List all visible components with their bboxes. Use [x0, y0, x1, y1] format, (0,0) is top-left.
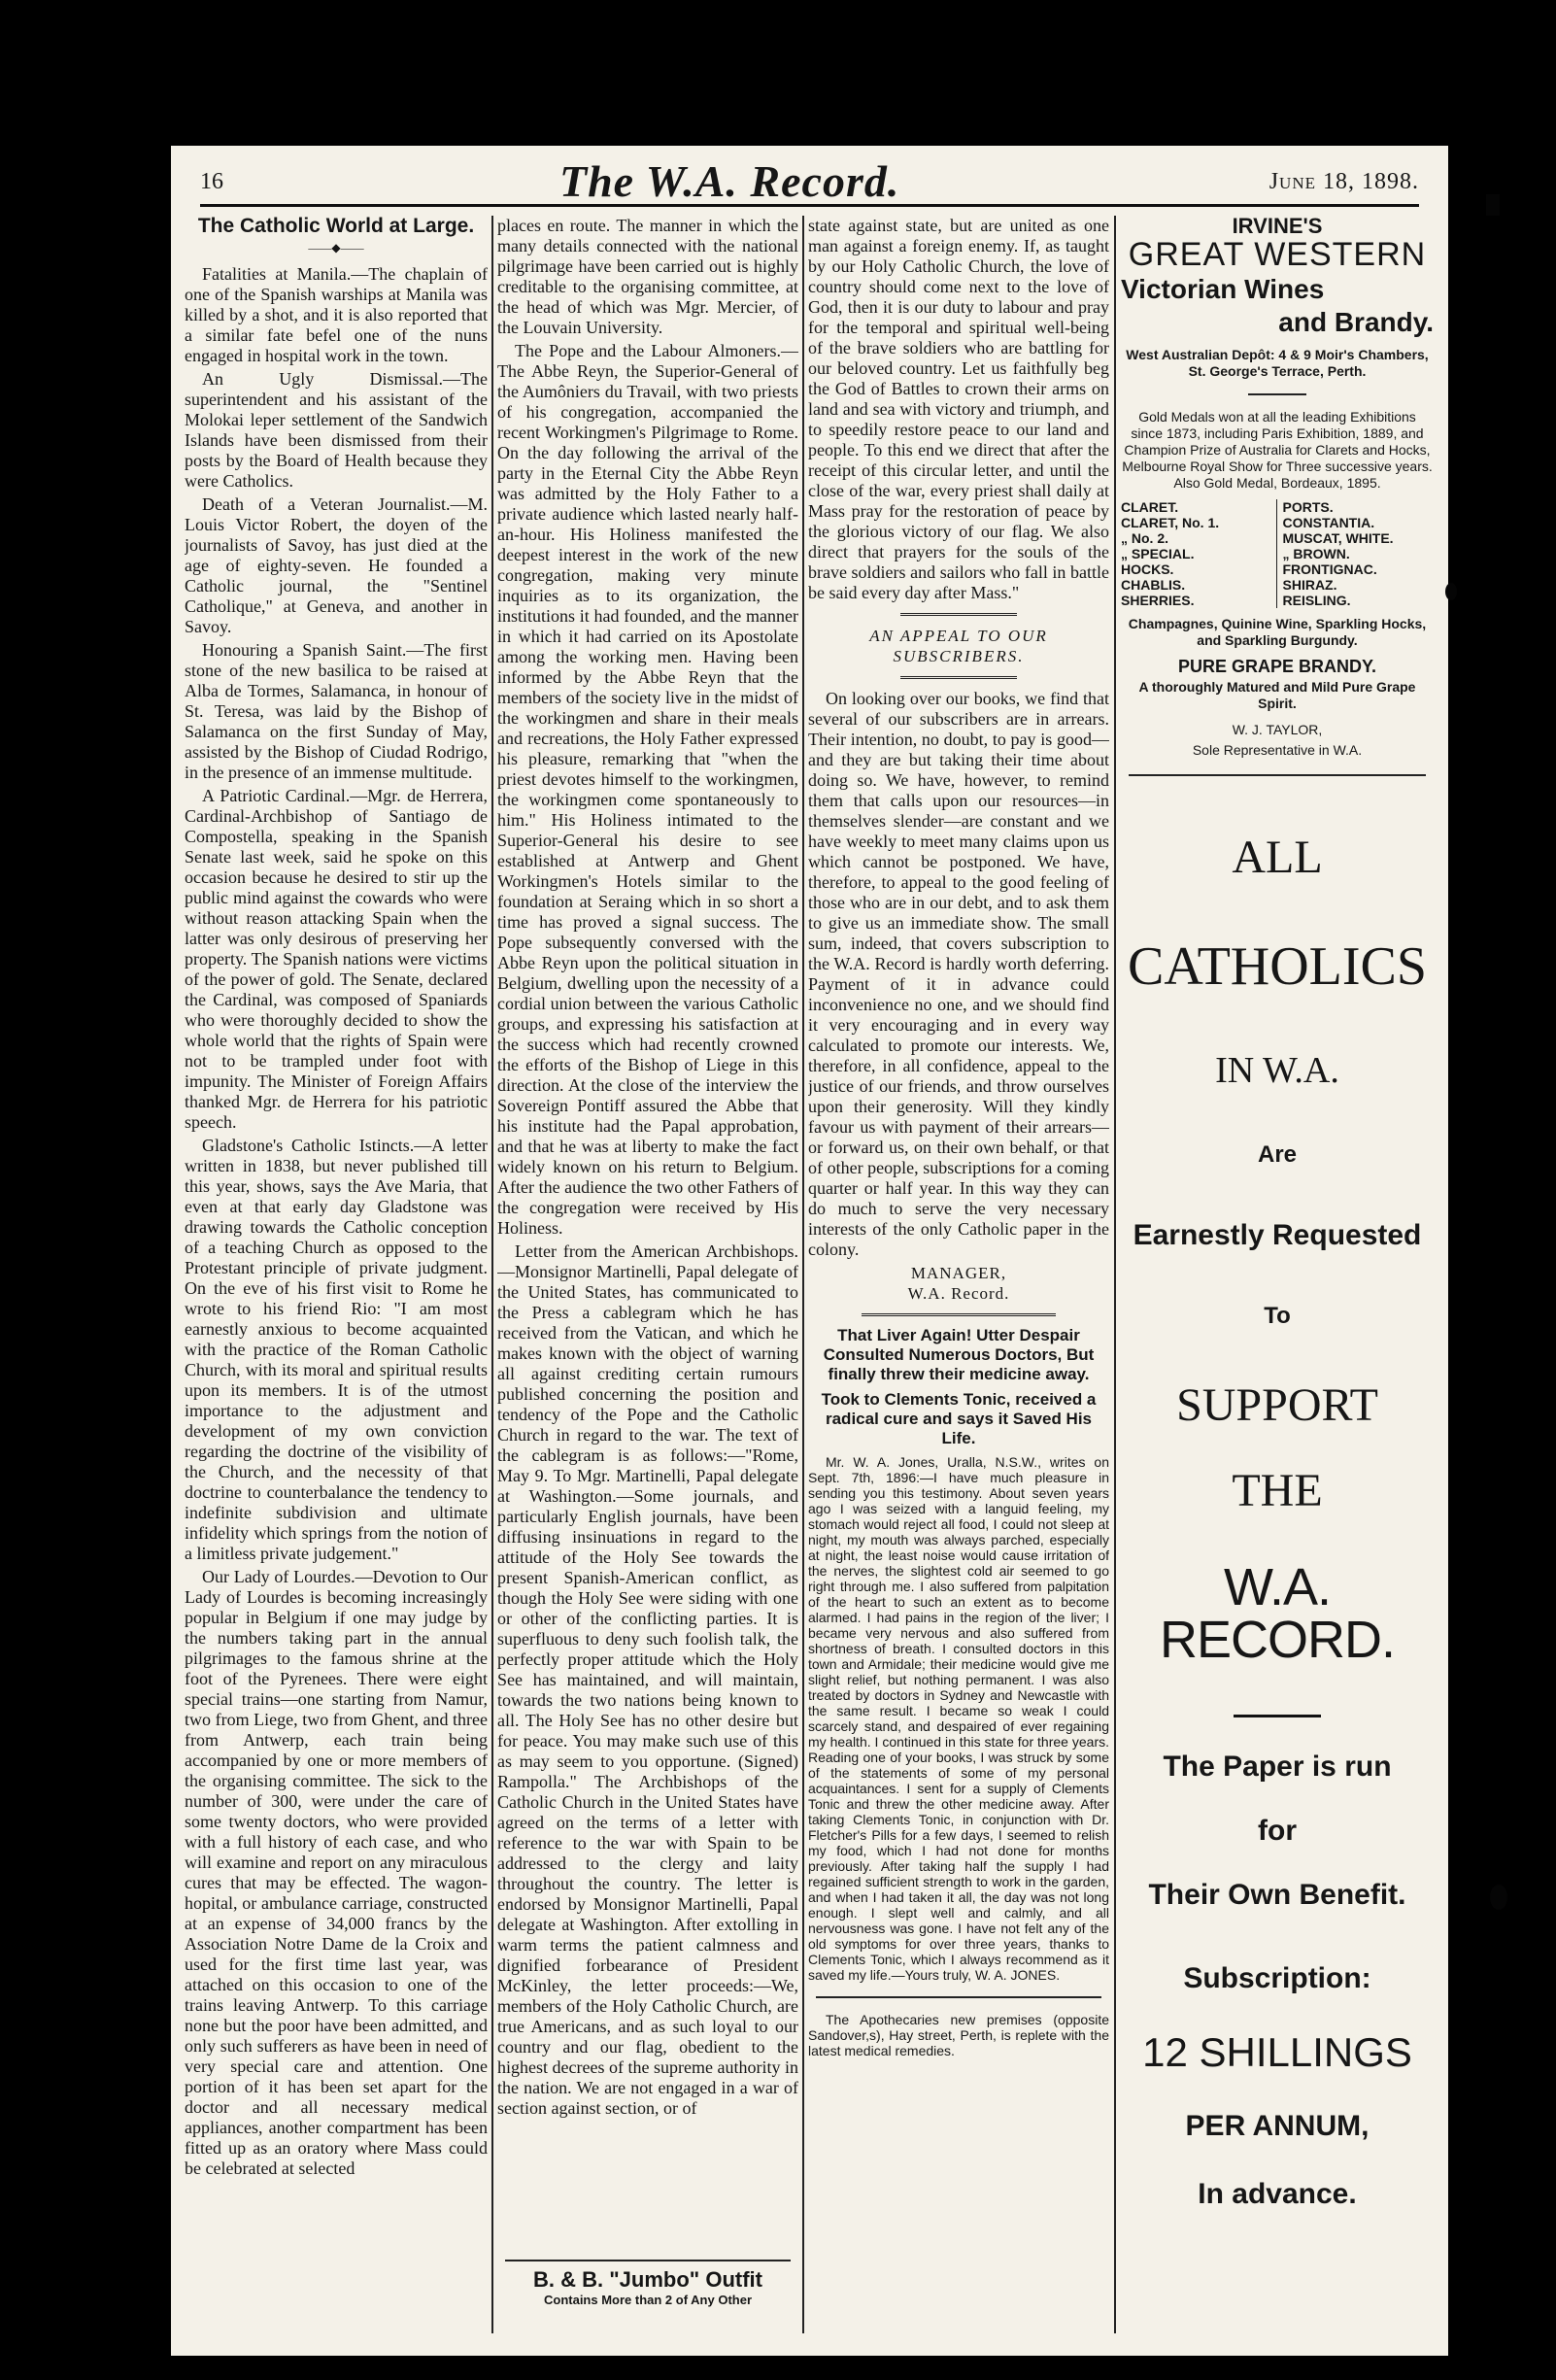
ad-paper-run: The Paper is run	[1163, 1751, 1392, 1783]
article-paragraph: Our Lady of Lourdes.—Devotion to Our Lady of Lourdes is becoming increasingly popular in Belgium if one may judge by the numbers taking part in the annual pilgrimages to the famous shrine at the foot of the Pyrenees. There were eight special trains—one starting from Namur, two from Liege, two from Ghent, and three from Antwerp, each train being accompanied by one or more members of the organising committee. The sick to the number of 300, were under the care of some twenty doctors, who were provided with a full history of each case, and who will examine and report on any miraculous cures that may be effected. The wagon-hopital, or ambulance carriage, constructed at an expense of 34,000 francs by the Association Notre Dame de la Croix and used for the first time last year, was attached on this occasion to one of the trains leaving Antwerp. To this carriage none but the poor have been admitted, and only such sufferers as have been in need of very special care and attention. One portion of it has been set apart for the doctor and all necessary medical appliances, another compartment has been fitted up as an oratory where Mass could be celebrated at selected	[185, 1567, 488, 2178]
ad-are: Are	[1257, 1141, 1298, 1168]
column-divider	[1114, 216, 1116, 2333]
header-rule	[200, 204, 1419, 207]
divider	[505, 2260, 792, 2261]
article-paragraph: A Patriotic Cardinal.—Mgr. de Herrera, Cardinal-Archbishop of Santiago de Compostella, speaking in the Spanish Senate last week, said he spoke on this occasion because he desired to stir up the public mind against the cowards who were without reason attacking Spain when the latter was only desirous of preserving her property. The Spanish nations were victims of the power of gold. The Senate, declared the Cardinal, was composed of Spaniards who were thoroughly decided to show the whole world that the rights of Spain were not to be trampled under foot with impunity. The Minister of Foreign Affairs thanked Mgr. de Herrera for his patriotic speech.	[185, 786, 488, 1132]
appeal-text: On looking over our books, we find that several of our subscribers are in arrears. Their intention, no doubt, to pay is good—and they are but taking their time about doing so. We have, however, to remind them that calls upon our resources—in themselves slender—are constant and we have weekly to meet many claims upon us which cannot be postponed. We have, therefore, to appeal to the good feeling of those who are in our debt, and to ask them to give us an immediate show. The small sum, indeed, that covers subscription to the W.A. Record is hardly worth deferring. Payment of it in advance could inconvenience no one, and we should find it very encouraging and in every way calculated to promote our interests. We, therefore, in all confidence, appeal to the justice of our friends, and throw ourselves upon their generosity. Will they kindly favour us with payment of their arrears—or forward us, on their own behalf, or that of other people, subscriptions for a coming quarter or half year. In this way they can do much to serve the very necessary interests of the only Catholic paper in the colony.	[808, 689, 1109, 1259]
article-paragraph: Fatalities at Manila.—The chaplain of one of the Spanish warships at Manila was killed by a shot, and it is also reported that a similar fate befel one of the nuns engaged in hospital work in the town.	[185, 264, 488, 365]
advert-title: B. & B. "Jumbo" Outfit	[533, 2267, 762, 2292]
column-divider	[802, 216, 804, 2333]
article-paragraph: Gladstone's Catholic Istincts.—A letter written in 1838, but never published till this year, shows, says the Ave Maria, that even at that early day Gladstone was drawing towards the Catholic conception of a teaching Church as opposed to the Protestant principle of private judgment. On the eve of his first visit to Rome he wrote to his friend Rio: "I am most earnestly anxious to become acquainted with the practice of the Roman Catholic Church, with its moral and spiritual results upon its members. It is of the utmost importance to the adjustment and development of my own conviction regarding the doctrine of the visibility of the Church, and the necessity of that doctrine to counterbalance the tendency to indefinite subdivision and ultimate infidelity which springs from the notion of a limitless private judgement."	[185, 1136, 488, 1563]
column-divider	[491, 216, 493, 2333]
ad-in-wa: IN W.A.	[1215, 1050, 1339, 1091]
scan-mark	[1486, 194, 1500, 216]
section-title: The Catholic World at Large.	[197, 216, 475, 237]
ornament: ——◆——	[308, 241, 364, 255]
signature-name: W.A. Record.	[907, 1284, 1010, 1303]
article-paragraph: state against state, but are united as one man against a foreign enemy. If, as taught by our Holy Catholic Church, the love of country should come next to the love of God, then it is our duty to labour and pray for the temporal and spiritual well-being of the brave soldiers who are battling for our beloved country. Let us faithfully beg the God of Battles to crown their arms on land and sea with victory and triumph, and to speedily restore peace to our land and people. To this end we direct that after the receipt of this circular letter, and until the close of the war, every priest shall daily at Mass pray for the restoration of peace by the glorious victory of our flag. We also direct that prayers for the souls of the brave soldiers and sailors who fall in battle be said every day after Mass."	[808, 216, 1109, 602]
wine-item: CLARET, No. 1.	[1121, 515, 1220, 530]
appeal-title: AN APPEAL TO OUR SUBSCRIBERS.	[869, 627, 1048, 665]
advert-subtitle: Contains More than 2 of Any Other	[543, 2293, 753, 2307]
wine-list	[1121, 499, 1434, 608]
ad-earnestly: Earnestly Requested	[1133, 1219, 1422, 1251]
ad-support: SUPPORT	[1176, 1379, 1378, 1431]
divider	[816, 1996, 1102, 1998]
wine-item: „ No. 2.	[1121, 530, 1169, 546]
and-brandy-heading: and Brandy.	[1278, 307, 1434, 337]
column-2	[497, 216, 798, 2333]
wine-item: PORTS.	[1282, 499, 1334, 515]
liver-advert-heading: That Liver Again! Utter Despair Consulted Numerous Doctors, But finally threw their medicine away.	[823, 1326, 1095, 1383]
rep-title: Sole Representative in W.A.	[1192, 742, 1363, 758]
ad-catholics: CATHOLICS	[1127, 936, 1428, 997]
wine-item: SHERRIES.	[1121, 593, 1195, 608]
great-western-heading: GREAT WESTERN	[1128, 236, 1427, 273]
scan-mark	[1445, 583, 1457, 600]
matured-spirit: A thoroughly Matured and Mild Pure Grape Spirit.	[1138, 679, 1416, 711]
ad-separator	[1234, 1715, 1321, 1717]
ad-in-advance: In advance.	[1198, 2178, 1357, 2210]
ad-the: THE	[1232, 1465, 1323, 1516]
column-3	[808, 216, 1109, 2333]
article-paragraph: places en route. The manner in which the many details connected with the national pilgrimage have been carried out is highly creditable to the organising committee, at the head of which was Mgr. Mercier, of the Louvain University.	[497, 216, 798, 337]
wine-list-right	[1277, 499, 1435, 608]
wine-item: SHIRAZ.	[1282, 577, 1337, 593]
ad-shillings: 12 SHILLINGS	[1142, 2029, 1412, 2075]
issue-date: June 18, 1898.	[1268, 169, 1419, 194]
divider	[1129, 774, 1426, 776]
rep-name: W. J. TAYLOR,	[1232, 722, 1323, 737]
double-rule	[900, 676, 1017, 679]
wine-item: FRONTIGNAC.	[1282, 561, 1377, 577]
scan-mark	[1490, 1885, 1507, 1910]
pure-grape-brandy: PURE GRAPE BRANDY.	[1177, 657, 1377, 676]
wine-item: „ BROWN.	[1282, 546, 1350, 561]
double-rule	[900, 613, 1017, 616]
ad-per-annum: PER ANNUM,	[1185, 2110, 1370, 2142]
ad-subscription: Subscription:	[1183, 1962, 1371, 1994]
wine-item: MUSCAT, WHITE.	[1282, 530, 1394, 546]
ad-for: for	[1258, 1815, 1297, 1847]
divider	[1248, 393, 1306, 395]
depot-address: West Australian Depôt: 4 & 9 Moir's Chambers, St. George's Terrace, Perth.	[1126, 347, 1429, 379]
page-number: 16	[200, 169, 223, 194]
irvine-title: IRVINE'S	[1232, 216, 1323, 238]
medals-text: Gold Medals won at all the leading Exhibitions since 1873, including Paris Exhibition, 1889, and Champion Prize of Australia for Clarets and Hocks, Melbourne Royal Show for Three successive years. Also Gold Medal, Bordeaux, 1895.	[1122, 409, 1433, 491]
ad-benefit: Their Own Benefit.	[1148, 1879, 1406, 1911]
wine-item: CHABLIS.	[1121, 577, 1186, 593]
wine-item: REISLING.	[1282, 593, 1351, 608]
apothecary-notice: The Apothecaries new premises (opposite Sandover,s), Hay street, Perth, is replete with the latest medical remedies.	[808, 2012, 1109, 2058]
ad-to: To	[1264, 1303, 1291, 1329]
article-paragraph: The Pope and the Labour Almoners.—The Abbe Reyn, the Superior-General of the Aumôniers du Travail, with two priests of his congregation, accompanied the recent Workingmen's Pilgrimage to Rome. On the day following the arrival of the party in the Eternal City the Abbe Reyn was admitted by the Holy Father to a private audience which lasted nearly half-an-hour. His Holiness manifested the deepest interest in the work of the new congregation, making very minute inquiries as to its organization, the institutions it had founded, and the manner in which it had carried on its Apostolate among the working men. Having been informed by the Abbe Reyn that the members of the society live in the midst of the workingmen and share in their meals and recreations, the Holy Father expressed his pleasure, remarking that "when the priest devotes himself to the workingmen, the workingmen come spontaneously to him." His Holiness intimated to the Superior-General his desire to see established at Antwerp and Ghent Workingmen's Hotels similar to the foundation at Seraing which in so short a time has proved a signal success. The Pope subsequently conversed with the Abbe Reyn upon the political situation in Belgium, dwelling upon the necessity of a cordial union between the various Catholic groups, and expressing his satisfaction at the success which had recently crowned the efforts of the Bishop of Liege in this direction. At the close of the interview the Sovereign Pontiff assured the Abbe that his institute had the Papal approbation, and that he was at liberty to make the fact widely known on his return to Belgium. After the audience the two other Fathers of the congregation were received by His Holiness.	[497, 341, 798, 1238]
ad-record: W.A. RECORD.	[1159, 1558, 1395, 1669]
column-4	[1121, 216, 1434, 2333]
champagne-line: Champagnes, Quinine Wine, Sparkling Hocks, and Sparkling Burgundy.	[1128, 616, 1427, 648]
article-paragraph: An Ugly Dismissal.—The superintendent and his assistant of the Molokai leper settlement of the Sandwich Islands have been dismissed from their posts by the Board of Health because they were Catholics.	[185, 369, 488, 491]
liver-advert-subheading: Took to Clements Tonic, received a radical cure and says it Saved His Life.	[821, 1390, 1097, 1447]
article-paragraph: Death of a Veteran Journalist.—M. Louis Victor Robert, the doyen of the journalists of Savoy, has just died at the age of eighty-seven. He founded a Catholic journal, the "Sentinel Catholique," at Geneva, and another in Savoy.	[185, 494, 488, 636]
newspaper-page	[171, 146, 1448, 2356]
wine-item: CLARET.	[1121, 499, 1179, 515]
double-rule	[862, 1313, 1056, 1316]
wine-item: CONSTANTIA.	[1282, 515, 1375, 530]
liver-advert-text: Mr. W. A. Jones, Uralla, N.S.W., writes on Sept. 7th, 1896:—I have much pleasure in sending you this testimony. About seven years ago I was seized with a languid feeling, my stomach would reject all food, I could not sleep at night, my mouth was always parched, especially at night, the least noise would cause irritation of the nerves, the slightest cold air seemed to go right through me. I also suffered from palpitation of the heart to such an extent as to become alarmed. I had pains in the region of the liver; I became very nervous and also suffered from shortness of breath. I consulted doctors in this town and Armidale; their medicine would give me slight relief, but nothing permanent. I was also treated by doctors in Sydney and Newcastle with the same result. I became so weak I could scarcely stand, and despaired of ever regaining my health. I continued in this state for three years. Reading one of your books, I was struck by some of the statements of some of my personal acquaintances. I sent for a supply of Clements Tonic and threw the other medicine away. After taking Clements Tonic, in conjunction with Dr. Fletcher's Pills for a few days, I seemed to relish my food, which I had not done for months previously. After taking half the supply I had regained sufficient strength to work in the garden, and when I had taken it all, the day was not long enough. I slept well and calmly, and all nervousness was gone. I have not felt any of the old symptoms for over three years, thanks to Clements Tonic, which I always recommend as it saved my life.—Yours truly, W. A. JONES.	[808, 1454, 1109, 1983]
ad-all: ALL	[1232, 832, 1323, 883]
victorian-wines-heading: Victorian Wines	[1121, 274, 1325, 304]
wine-list-left	[1121, 499, 1277, 608]
column-1	[185, 216, 488, 2333]
wine-item: „ SPECIAL.	[1121, 546, 1195, 561]
signature-title: MANAGER,	[910, 1264, 1007, 1282]
page-header	[200, 156, 1419, 206]
article-paragraph: Honouring a Spanish Saint.—The first stone of the new basilica to be raised at Alba de Tormes, Salamanca, in honour of St. Teresa, was laid by the Bishop of Salamanca on the first Sunday of May, assisted by the Bishop of Ciudad Rodrigo, in the presence of an immense multitude.	[185, 640, 488, 782]
wine-item: HOCKS.	[1121, 561, 1174, 577]
article-paragraph: Letter from the American Archbishops.—Monsignor Martinelli, Papal delegate of the United States, has communicated to the Press a cablegram which he has received from the Vatican, and which he makes known with the object of warning all against crediting certain rumours published concerning the position and tendency of the Pope and the Catholic Church in regard to the war. The text of the cablegram is as follows:—"Rome, May 9. To Mgr. Martinelli, Papal delegate at Washington.—Some journals, and particularly English journals, have been diffusing insinuations in regard to the attitude of the Holy See towards the present Spanish-American conflict, as though the Holy See were siding with one or other of the conflicting parties. It is superfluous to deny such foolish talk, the perfectly proper attitude which the Holy See has maintained, and will maintain, towards the two nations being known to all. The Holy See has no other desire but for peace. You may make such use of this as may seem to you opportune. (Signed) Rampolla." The Archbishops of the Catholic Church in the United States have agreed on the terms of a letter with reference to the war with Spain to be addressed to the clergy and laity throughout the country. The letter is endorsed by Monsignor Martinelli, Papal delegate at Washington. After extolling in warm terms the patient calmness and dignified forbearance of President McKinley, the letter proceeds:—We, members of the Holy Catholic Church, are true Americans, and as such loyal to our country and our flag, obedient to the highest decrees of the supreme authority in the nation. We are not engaged in a war of section against section, or of	[497, 1241, 798, 2118]
masthead: The W.A. Record.	[559, 156, 900, 206]
